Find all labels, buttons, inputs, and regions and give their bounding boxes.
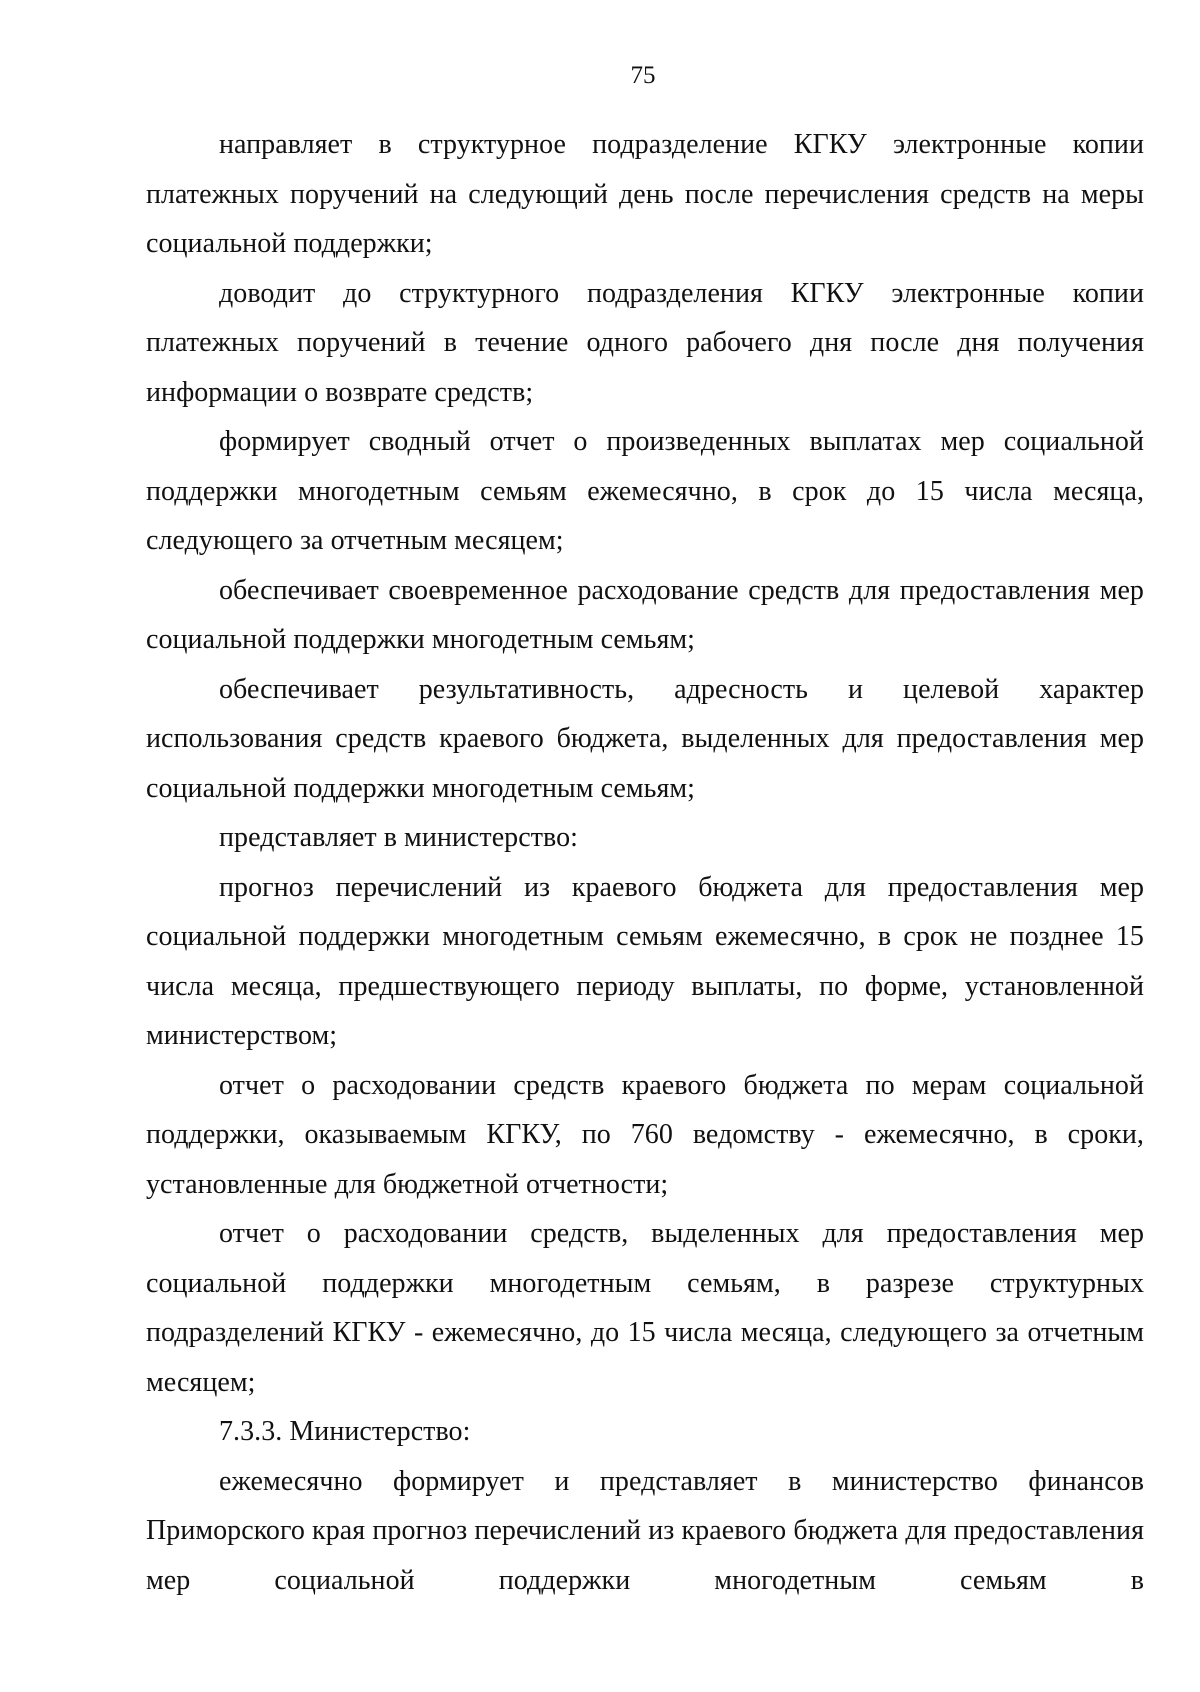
paragraph: обеспечивает результативность, адресность и целевой характер использования средств краевого бюджета, выделенных для предоставления мер социальной поддержки многодетным семьям;	[146, 673, 1144, 804]
section-heading: 7.3.3. Министерство:	[219, 1416, 471, 1447]
paragraph: отчет о расходовании средств краевого бюджета по мерам социальной поддержки, оказываемым КГКУ, по 760 ведомству - ежемесячно, в сроки, установленные для бюджетной отчетности;	[146, 1069, 1144, 1200]
paragraph: отчет о расходовании средств, выделенных для предоставления мер социальной поддержки многодетным семьям, в разрезе структурных подразделений КГКУ - ежемесячно, до 15 числа месяца, следующего за отчетным месяцем;	[146, 1218, 1144, 1398]
document-body	[146, 120, 1144, 1605]
paragraph: обеспечивает своевременное расходование средств для предоставления мер социальной поддержки многодетным семьям;	[146, 574, 1144, 655]
paragraph: прогноз перечислений из краевого бюджета для предоставления мер социальной поддержки многодетным семьям ежемесячно, в срок не позднее 15 числа месяца, предшествующего периоду выплаты, по форме, установленной министерством;	[146, 871, 1144, 1051]
paragraph: доводит до структурного подразделения КГКУ электронные копии платежных поручений в течение одного рабочего дня после дня получения информации о возврате средств;	[146, 277, 1144, 408]
paragraph: представляет в министерство:	[219, 822, 578, 853]
paragraph: направляет в структурное подразделение КГКУ электронные копии платежных поручений на следующий день после перечисления средств на меры социальной поддержки;	[146, 129, 1144, 259]
paragraph: ежемесячно формирует и представляет в министерство финансов Приморского края прогноз перечислений из краевого бюджета для предоставления мер социальной поддержки многодетным семьям в	[146, 1465, 1144, 1596]
page-number: 75	[630, 62, 656, 89]
paragraph: формирует сводный отчет о произведенных выплатах мер социальной поддержки многодетным семьям ежемесячно, в срок до 15 числа месяца, следующего за отчетным месяцем;	[146, 426, 1144, 556]
